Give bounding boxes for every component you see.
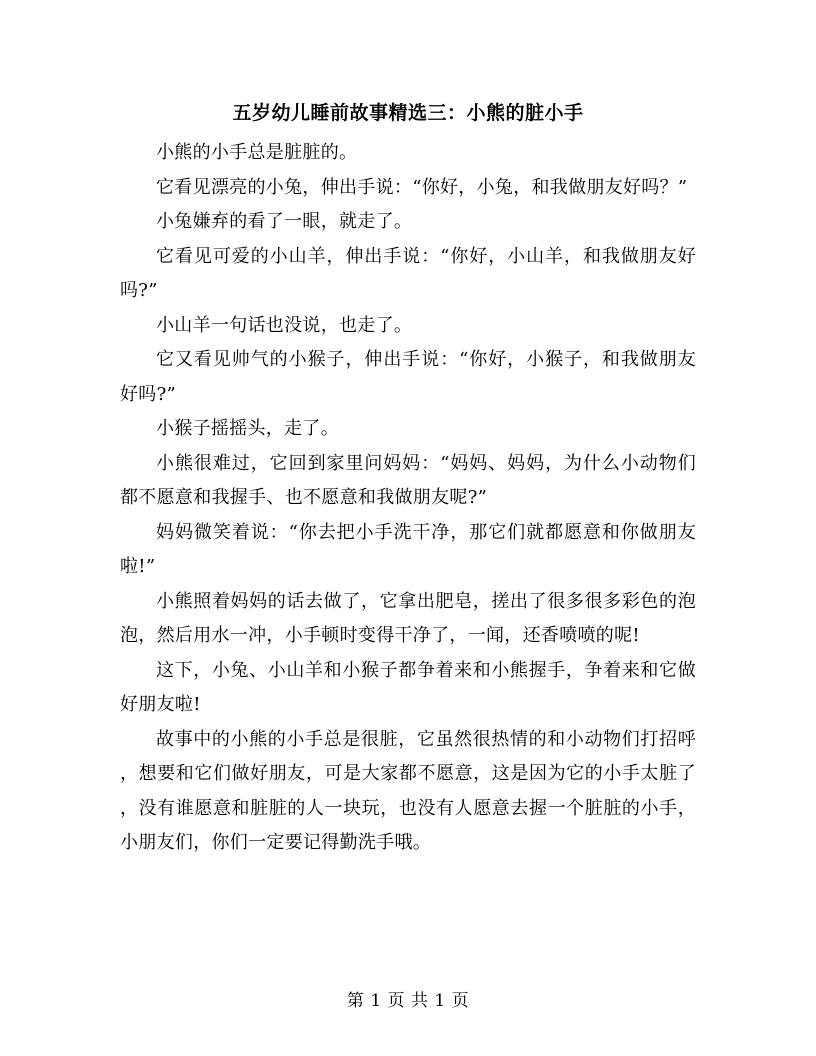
- document-title: 五岁幼儿睡前故事精选三：小熊的脏小手: [232, 102, 584, 124]
- paragraph-10: 小熊照着妈妈的话去做了，它拿出肥皂，搓出了很多很多彩色的泡泡，然后用水一冲，小手顿时变得干净了，一闻，还香喷喷的呢!: [120, 590, 696, 646]
- page-footer: 第 1 页 共 1 页: [346, 991, 470, 1011]
- document-body: [120, 136, 696, 861]
- paragraph-6: 它又看见帅气的小猴子，伸出手说：“你好，小猴子，和我做朋友好吗?”: [120, 349, 696, 405]
- paragraph-11: 这下，小兔、小山羊和小猴子都争着来和小熊握手，争着来和它做好朋友啦!: [120, 659, 696, 715]
- paragraph-9: 妈妈微笑着说：“你去把小手洗干净，那它们就都愿意和你做朋友啦!”: [120, 521, 696, 577]
- paragraph-4: 它看见可爱的小山羊，伸出手说：“你好，小山羊，和我做朋友好吗?”: [120, 245, 696, 301]
- paragraph-7: 小猴子摇摇头，走了。: [156, 418, 339, 439]
- paragraph-3: 小兔嫌弃的看了一眼，就走了。: [156, 211, 413, 232]
- paragraph-12: 故事中的小熊的小手总是很脏，它虽然很热情的和小动物们打招呼，想要和它们做好朋友，可是大家都不愿意，这是因为它的小手太脏了，没有谁愿意和脏脏的人一块玩，也没有人愿意去握一个脏脏的小手，小朋友们，你们一定要记得勤洗手哦。: [120, 728, 696, 853]
- paragraph-5: 小山羊一句话也没说，也走了。: [156, 314, 413, 336]
- paragraph-8: 小熊很难过，它回到家里问妈妈：“妈妈、妈妈，为什么小动物们都不愿意和我握手、也不愿意和我做朋友呢?”: [120, 452, 696, 508]
- paragraph-2: 它看见漂亮的小兔，伸出手说：“你好，小兔，和我做朋友好吗？”: [156, 176, 688, 198]
- paragraph-1: 小熊的小手总是脏脏的。: [156, 142, 358, 163]
